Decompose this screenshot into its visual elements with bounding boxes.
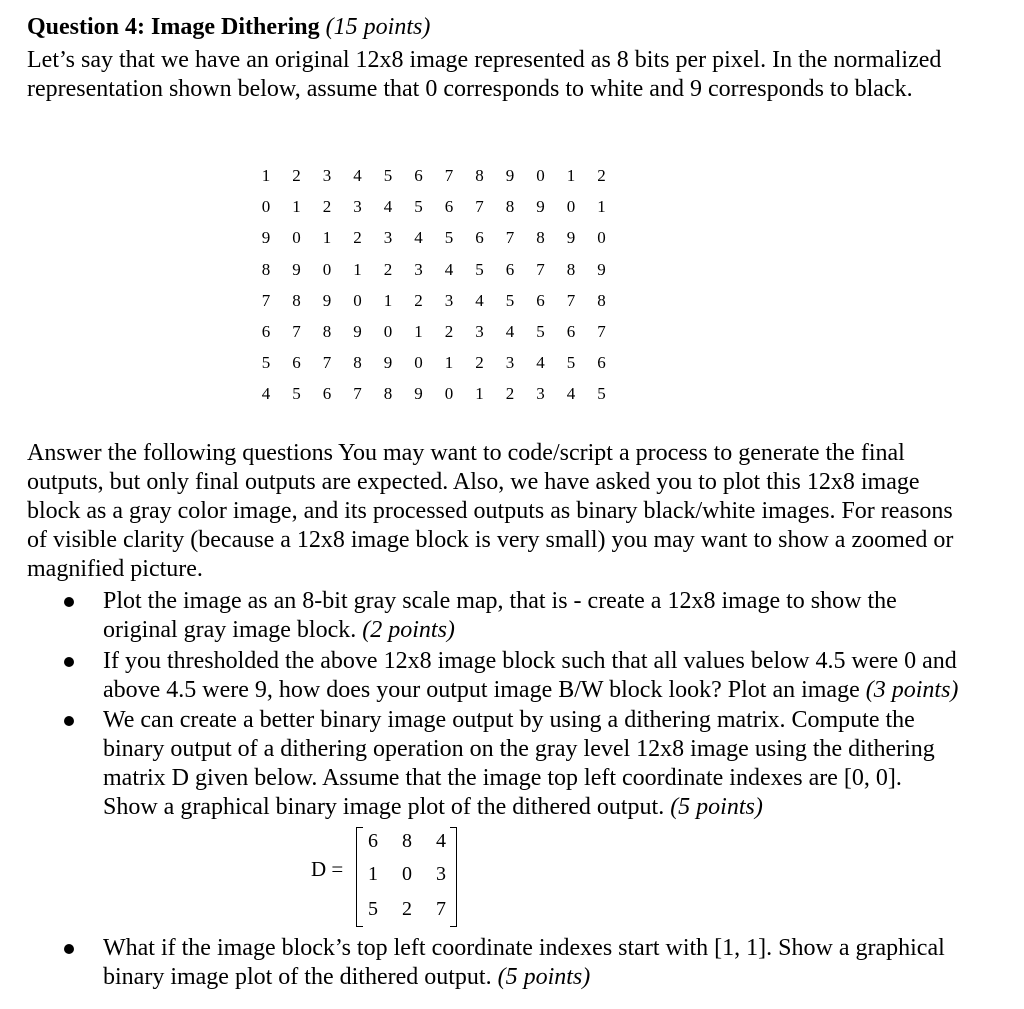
matrix-cell: 0 <box>353 290 362 310</box>
bullet-line-text: original gray image block. <box>103 617 363 643</box>
matrix-cell: 0 <box>292 228 301 248</box>
matrix-cell: 5 <box>383 166 393 185</box>
matrix-cell: 9 <box>322 290 332 310</box>
question-title: Question 4: Image Dithering <box>27 14 320 40</box>
bullet-points: (2 points) <box>362 617 455 643</box>
bullet-item-threshold <box>103 647 958 705</box>
bullet-points: (3 points) <box>865 677 959 703</box>
matrix-cell: 7 <box>292 322 301 341</box>
matrix-cell: 4 <box>414 228 423 248</box>
dither-cell: 0 <box>402 863 412 885</box>
matrix-cell: 9 <box>383 353 393 373</box>
matrix-cell: 5 <box>414 197 423 217</box>
matrix-cell: 4 <box>353 166 362 185</box>
matrix-cell: 0 <box>444 384 454 404</box>
bullet-line <box>103 676 958 705</box>
matrix-cell: 7 <box>566 290 576 310</box>
matrix-cell: 2 <box>383 259 393 279</box>
matrix-cell: 7 <box>475 197 484 217</box>
answer-intro-line: of visible clarity (because a 12x8 image block is very small) you may want to show a zoomed or <box>27 527 954 553</box>
matrix-cell: 5 <box>566 353 576 373</box>
matrix-cell: 1 <box>566 166 576 185</box>
bullet-line: matrix D given below. Assume that the image top left coordinate indexes are [0, 0]. <box>103 765 902 791</box>
matrix-cell: 9 <box>536 197 545 217</box>
matrix-cell: 0 <box>597 228 606 248</box>
matrix-cell: 6 <box>475 228 484 248</box>
answer-intro-line: outputs, but only final outputs are expected. Also, we have asked you to plot this 12x8 image <box>27 469 920 495</box>
matrix-cell: 4 <box>536 353 545 373</box>
matrix-cell: 9 <box>292 259 301 279</box>
matrix-cell: 6 <box>292 353 301 373</box>
matrix-cell: 9 <box>597 259 606 279</box>
matrix-cell: 1 <box>475 384 484 404</box>
bullet-item-dithering <box>103 706 935 822</box>
matrix-cell: 8 <box>353 353 362 373</box>
answer-intro-line: block as a gray color image, and its processed outputs as binary black/white images. For reasons <box>27 498 953 524</box>
bullet-line-text: Show a graphical binary image plot of the dithered output. <box>103 794 671 820</box>
matrix-cell: 3 <box>505 353 515 373</box>
matrix-cell: 3 <box>475 322 484 341</box>
bullet-line: What if the image block’s top left coordinate indexes start with [1, 1]. Show a graphical <box>103 935 945 961</box>
intro-line: representation shown below, assume that 0 corresponds to white and 9 corresponds to black. <box>27 76 913 102</box>
bullet-dot <box>64 597 74 607</box>
matrix-cell: 8 <box>292 290 301 310</box>
dither-cell: 5 <box>368 898 378 920</box>
matrix-cell: 0 <box>261 197 271 217</box>
dither-cell: 2 <box>402 898 412 920</box>
matrix-cell: 8 <box>475 166 484 185</box>
matrix-cell: 1 <box>292 197 301 217</box>
matrix-cell: 6 <box>536 290 545 310</box>
bullet-points: (5 points) <box>670 794 763 820</box>
matrix-cell: 2 <box>475 353 484 373</box>
bullet-points: (5 points) <box>497 964 591 990</box>
matrix-cell: 1 <box>383 290 393 310</box>
bullet-item-grayscale <box>103 587 897 645</box>
matrix-cell: 6 <box>444 197 454 217</box>
matrix-cell: 1 <box>597 197 606 217</box>
bullet-line: If you thresholded the above 12x8 image block such that all values below 4.5 were 0 and <box>103 648 957 674</box>
dither-cell: 3 <box>436 863 446 885</box>
dither-cell: 7 <box>436 898 446 920</box>
matrix-left-bracket <box>356 827 363 927</box>
matrix-cell: 6 <box>261 322 271 341</box>
matrix-cell: 3 <box>414 259 423 279</box>
matrix-cell: 7 <box>505 228 515 248</box>
matrix-cell: 3 <box>536 384 545 404</box>
matrix-cell: 6 <box>322 384 332 404</box>
matrix-cell: 8 <box>322 322 332 341</box>
bullet-line <box>103 616 897 645</box>
matrix-cell: 7 <box>261 290 271 310</box>
bullet-dot <box>64 657 74 667</box>
bullet-line <box>103 793 935 822</box>
matrix-cell: 2 <box>292 166 301 185</box>
matrix-cell: 0 <box>566 197 576 217</box>
matrix-cell: 6 <box>505 259 515 279</box>
matrix-cell: 4 <box>566 384 576 404</box>
bullet-line <box>103 963 945 992</box>
intro-paragraph <box>27 46 941 104</box>
matrix-cell: 7 <box>322 353 332 373</box>
matrix-cell: 7 <box>444 166 454 185</box>
matrix-cell: 5 <box>536 322 545 341</box>
matrix-cell: 4 <box>383 197 393 217</box>
matrix-cell: 7 <box>597 322 606 341</box>
matrix-cell: 3 <box>383 228 393 248</box>
bullet-item-offset-dithering <box>103 934 945 992</box>
answer-intro-line: Answer the following questions You may want to code/script a process to generate the final <box>27 440 905 466</box>
matrix-cell: 1 <box>444 353 454 373</box>
question-heading <box>27 12 430 42</box>
matrix-cell: 6 <box>597 353 606 373</box>
matrix-cell: 0 <box>322 259 332 279</box>
matrix-cell: 5 <box>292 384 301 404</box>
dither-cell: 8 <box>402 830 412 852</box>
matrix-cell: 5 <box>444 228 454 248</box>
matrix-cell: 4 <box>505 322 515 341</box>
bullet-line: Plot the image as an 8-bit gray scale map, that is - create a 12x8 image to show the <box>103 588 897 614</box>
matrix-cell: 8 <box>536 228 545 248</box>
question-points: (15 points) <box>325 14 431 40</box>
matrix-cell: 3 <box>322 166 332 185</box>
matrix-cell: 4 <box>475 290 484 310</box>
matrix-cell: 2 <box>597 166 606 185</box>
dither-cell: 6 <box>368 830 378 852</box>
matrix-cell: 7 <box>536 259 545 279</box>
matrix-cell: 5 <box>261 353 271 373</box>
dither-cell: 1 <box>368 863 378 885</box>
matrix-cell: 4 <box>444 259 454 279</box>
matrix-cell: 0 <box>414 353 423 373</box>
matrix-cell: 3 <box>353 197 362 217</box>
matrix-cell: 9 <box>505 166 515 185</box>
bullet-line-text: binary image plot of the dithered output. <box>103 964 498 990</box>
matrix-cell: 7 <box>353 384 362 404</box>
intro-line: Let’s say that we have an original 12x8 image represented as 8 bits per pixel. In the normalized <box>27 47 942 73</box>
matrix-cell: 9 <box>261 228 271 248</box>
matrix-cell: 8 <box>261 259 271 279</box>
matrix-cell: 3 <box>444 290 454 310</box>
bullet-line: binary output of a dithering operation on the gray level 12x8 image using the dithering <box>103 736 935 762</box>
matrix-cell: 4 <box>261 384 271 404</box>
bullet-dot <box>64 716 74 726</box>
matrix-cell: 8 <box>566 259 576 279</box>
bullet-line: We can create a better binary image output by using a dithering matrix. Compute the <box>103 707 915 733</box>
answer-intro-line: magnified picture. <box>27 556 203 582</box>
bullet-dot <box>64 944 74 954</box>
matrix-cell: 2 <box>322 197 332 217</box>
matrix-cell: 1 <box>414 322 423 341</box>
dither-cell: 4 <box>436 830 446 852</box>
matrix-cell: 0 <box>536 166 545 185</box>
dither-matrix-label: D = <box>311 857 344 881</box>
matrix-cell: 5 <box>475 259 484 279</box>
matrix-cell: 5 <box>597 384 606 404</box>
matrix-cell: 2 <box>414 290 423 310</box>
matrix-cell: 6 <box>566 322 576 341</box>
matrix-cell: 2 <box>444 322 454 341</box>
matrix-cell: 2 <box>505 384 515 404</box>
matrix-cell: 8 <box>383 384 393 404</box>
matrix-cell: 9 <box>353 322 362 341</box>
bullet-line-text: above 4.5 were 9, how does your output image B/W block look? Plot an image <box>103 677 866 703</box>
matrix-cell: 0 <box>383 322 393 341</box>
matrix-cell: 1 <box>322 228 332 248</box>
matrix-cell: 8 <box>597 290 606 310</box>
matrix-cell: 2 <box>353 228 362 248</box>
matrix-cell: 1 <box>261 166 271 185</box>
matrix-right-bracket <box>450 827 457 927</box>
answer-intro-paragraph <box>27 439 953 584</box>
matrix-cell: 9 <box>566 228 576 248</box>
matrix-cell: 8 <box>505 197 515 217</box>
matrix-cell: 1 <box>353 259 362 279</box>
matrix-cell: 6 <box>414 166 423 185</box>
matrix-cell: 9 <box>414 384 423 404</box>
matrix-cell: 5 <box>505 290 515 310</box>
